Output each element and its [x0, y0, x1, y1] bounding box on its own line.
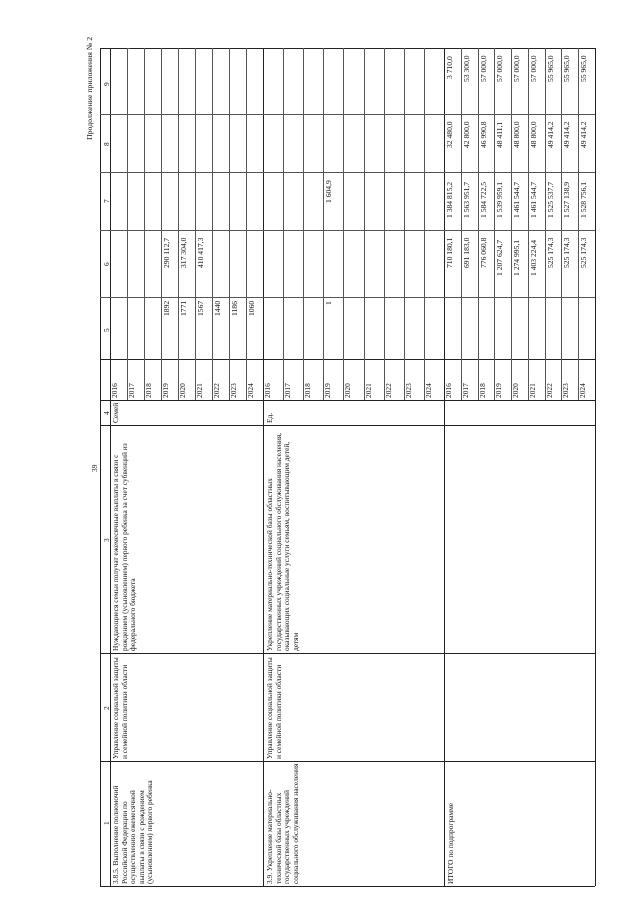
section-385-executor: Управление социальной защиты и семейной политики области	[111, 657, 129, 759]
total-c9: 55 965,0	[545, 55, 555, 83]
total-year: 2023	[561, 383, 571, 398]
sec385-row-line	[144, 48, 145, 400]
header-col-7: 7	[102, 199, 111, 203]
total-label: ИТОГО по подпрограмме	[446, 802, 455, 884]
sec385-row-line	[161, 48, 162, 400]
total-c9: 57 000,0	[478, 55, 488, 83]
header-col-5: 5	[102, 328, 111, 332]
sec385-c6: 410 417,3	[196, 237, 205, 269]
total-row-line	[461, 48, 462, 400]
total-c9: 55 965,0	[562, 55, 572, 83]
sec39-row-line	[343, 48, 344, 400]
total-c8: 48 800,0	[512, 121, 522, 149]
sec39-year: 2016	[263, 383, 272, 398]
total-year: 2021	[527, 383, 537, 398]
total-year: 2020	[511, 383, 521, 398]
total-row-line	[478, 48, 479, 400]
sec385-year: 2022	[212, 383, 221, 398]
header-col-4: 4	[102, 411, 111, 415]
total-c9: 57 000,0	[495, 55, 505, 83]
total-c8: 42 800,0	[461, 121, 471, 149]
section-385-unit: Семей	[111, 402, 120, 423]
total-c7: 1 584 722,5	[478, 181, 488, 218]
total-row-line	[528, 48, 529, 400]
sec39-year: 2020	[343, 383, 353, 398]
sec39-year: 2022	[383, 383, 393, 398]
total-c8: 49 414,2	[579, 121, 589, 149]
sec39-year: 2019	[323, 383, 333, 398]
sec39-row-line	[364, 48, 365, 400]
total-c8: 49 414,2	[562, 121, 572, 149]
total-c8: 48 411,1	[495, 122, 505, 149]
section-39-title: 3.9. Укрепление материально-технической базы областных государственных учреждений социального обслуживания населения	[265, 763, 300, 884]
sec385-year: 2018	[144, 383, 153, 398]
total-c8: 32 480,0	[445, 121, 454, 149]
section-39-executor: Управление социальной защиты и семейной политики области	[265, 657, 283, 759]
total-c7: 1 525 537,7	[545, 181, 555, 218]
total-row-line	[561, 48, 562, 400]
total-row-line	[578, 48, 579, 400]
sec385-c5: 1771	[179, 301, 188, 317]
sec385-year: 2016	[110, 383, 119, 398]
total-c8: 48 800,0	[528, 121, 538, 149]
total-year: 2019	[494, 383, 504, 398]
sec385-year: 2024	[246, 383, 255, 398]
sec385-c5: 1567	[196, 301, 205, 317]
total-year: 2016	[444, 383, 453, 398]
total-c7: 1 527 138,9	[562, 181, 572, 218]
total-c7: 1 461 544,7	[528, 181, 538, 218]
section-385-result: Нуждающиеся семьи получат ежемесячные выплаты в связи с рождением (усыновлением) первого ребенка за счет субвенций из федерального бюджета	[111, 443, 138, 651]
total-c6: 525 174,3	[562, 237, 572, 269]
sec39-row-line	[283, 48, 284, 400]
header-col-1: 1	[102, 821, 111, 825]
total-c6: 525 174,3	[545, 237, 555, 269]
total-c6: 776 060,8	[478, 237, 488, 269]
sec385-row-line	[212, 48, 213, 400]
total-c8: 46 990,8	[478, 121, 488, 149]
total-year: 2018	[477, 383, 487, 398]
header-col-3: 3	[102, 538, 111, 542]
sec39-year: 2018	[303, 383, 313, 398]
sec385-year: 2020	[178, 383, 187, 398]
total-c9: 53 300,0	[461, 55, 471, 83]
total-c6: 691 183,0	[461, 237, 471, 269]
sec39-year: 2023	[403, 383, 413, 398]
sec39-year: 2017	[283, 383, 293, 398]
sec385-row-line	[127, 48, 128, 400]
total-c7: 1 384 815,2	[445, 181, 454, 218]
sec385-year: 2019	[161, 383, 170, 398]
total-c7: 1 461 544,7	[512, 181, 522, 218]
total-c9: 3 710,0	[445, 55, 454, 79]
sec385-c5: 1186	[230, 301, 239, 317]
sec39-c7: 1 604,9	[324, 179, 334, 203]
sec39-row-line	[323, 48, 324, 400]
total-c8: 49 414,2	[545, 121, 555, 149]
total-c6: 1 274 995,1	[512, 239, 522, 276]
header-col-2: 2	[102, 706, 111, 710]
sec385-c6: 290 112,7	[162, 238, 171, 269]
total-row-line	[494, 48, 495, 400]
total-c7: 1 528 756,1	[579, 181, 589, 218]
total-c7: 1 563 951,7	[461, 181, 471, 218]
total-c6: 525 174,3	[579, 237, 589, 269]
sec385-c6: 317 304,0	[179, 237, 188, 269]
total-c9: 55 965,0	[579, 55, 589, 83]
sec385-row-line	[195, 48, 196, 400]
sec385-c5: 1060	[247, 301, 256, 317]
header-col-9: 9	[102, 82, 111, 86]
sec39-row-line	[384, 48, 385, 400]
sec385-year: 2021	[195, 383, 204, 398]
total-c6: 710 180,1	[445, 237, 454, 269]
total-year: 2024	[578, 383, 588, 398]
total-row-line	[545, 48, 546, 400]
total-row-line	[511, 48, 512, 400]
section-39-result: Укрепление материально-технической базы областных государственных учреждений социального обслуживания населения, оказывающих социальные услуги семьям, воспитывающим детей, детям	[265, 432, 300, 651]
sec39-c5: 1	[324, 301, 334, 305]
total-c9: 57 000,0	[512, 55, 522, 83]
continuation-note: Продолжение приложения № 2	[85, 36, 94, 140]
total-c9: 57 000,0	[528, 55, 538, 83]
section-385-title: 3.8.5. Выполнение полномочий Российской Федерации по осуществлению ежемесячной выплаты в связи с рождением (усыновлением) первого ребенка	[111, 780, 155, 884]
sec385-row-line	[178, 48, 179, 400]
sec39-row-line	[404, 48, 405, 400]
page-number: 39	[90, 464, 99, 472]
total-year: 2017	[460, 383, 470, 398]
total-c6: 1 403 224,4	[528, 239, 538, 276]
header-col-8: 8	[102, 142, 111, 146]
sec39-row-line	[424, 48, 425, 400]
total-year: 2022	[544, 383, 554, 398]
sec385-c5: 1892	[162, 301, 171, 317]
sec385-year: 2023	[229, 383, 238, 398]
total-c6: 1 207 624,7	[495, 239, 505, 276]
sec39-year: 2024	[423, 383, 433, 398]
section-39-unit: Ед.	[265, 412, 274, 423]
sec39-year: 2021	[363, 383, 373, 398]
sec385-row-line	[246, 48, 247, 400]
sec385-year: 2017	[127, 383, 136, 398]
sec385-c5: 1440	[213, 301, 222, 317]
sec39-row-line	[303, 48, 304, 400]
header-col-6: 6	[102, 262, 111, 266]
total-c7: 1 539 959,1	[495, 181, 505, 218]
sec385-row-line	[229, 48, 230, 400]
